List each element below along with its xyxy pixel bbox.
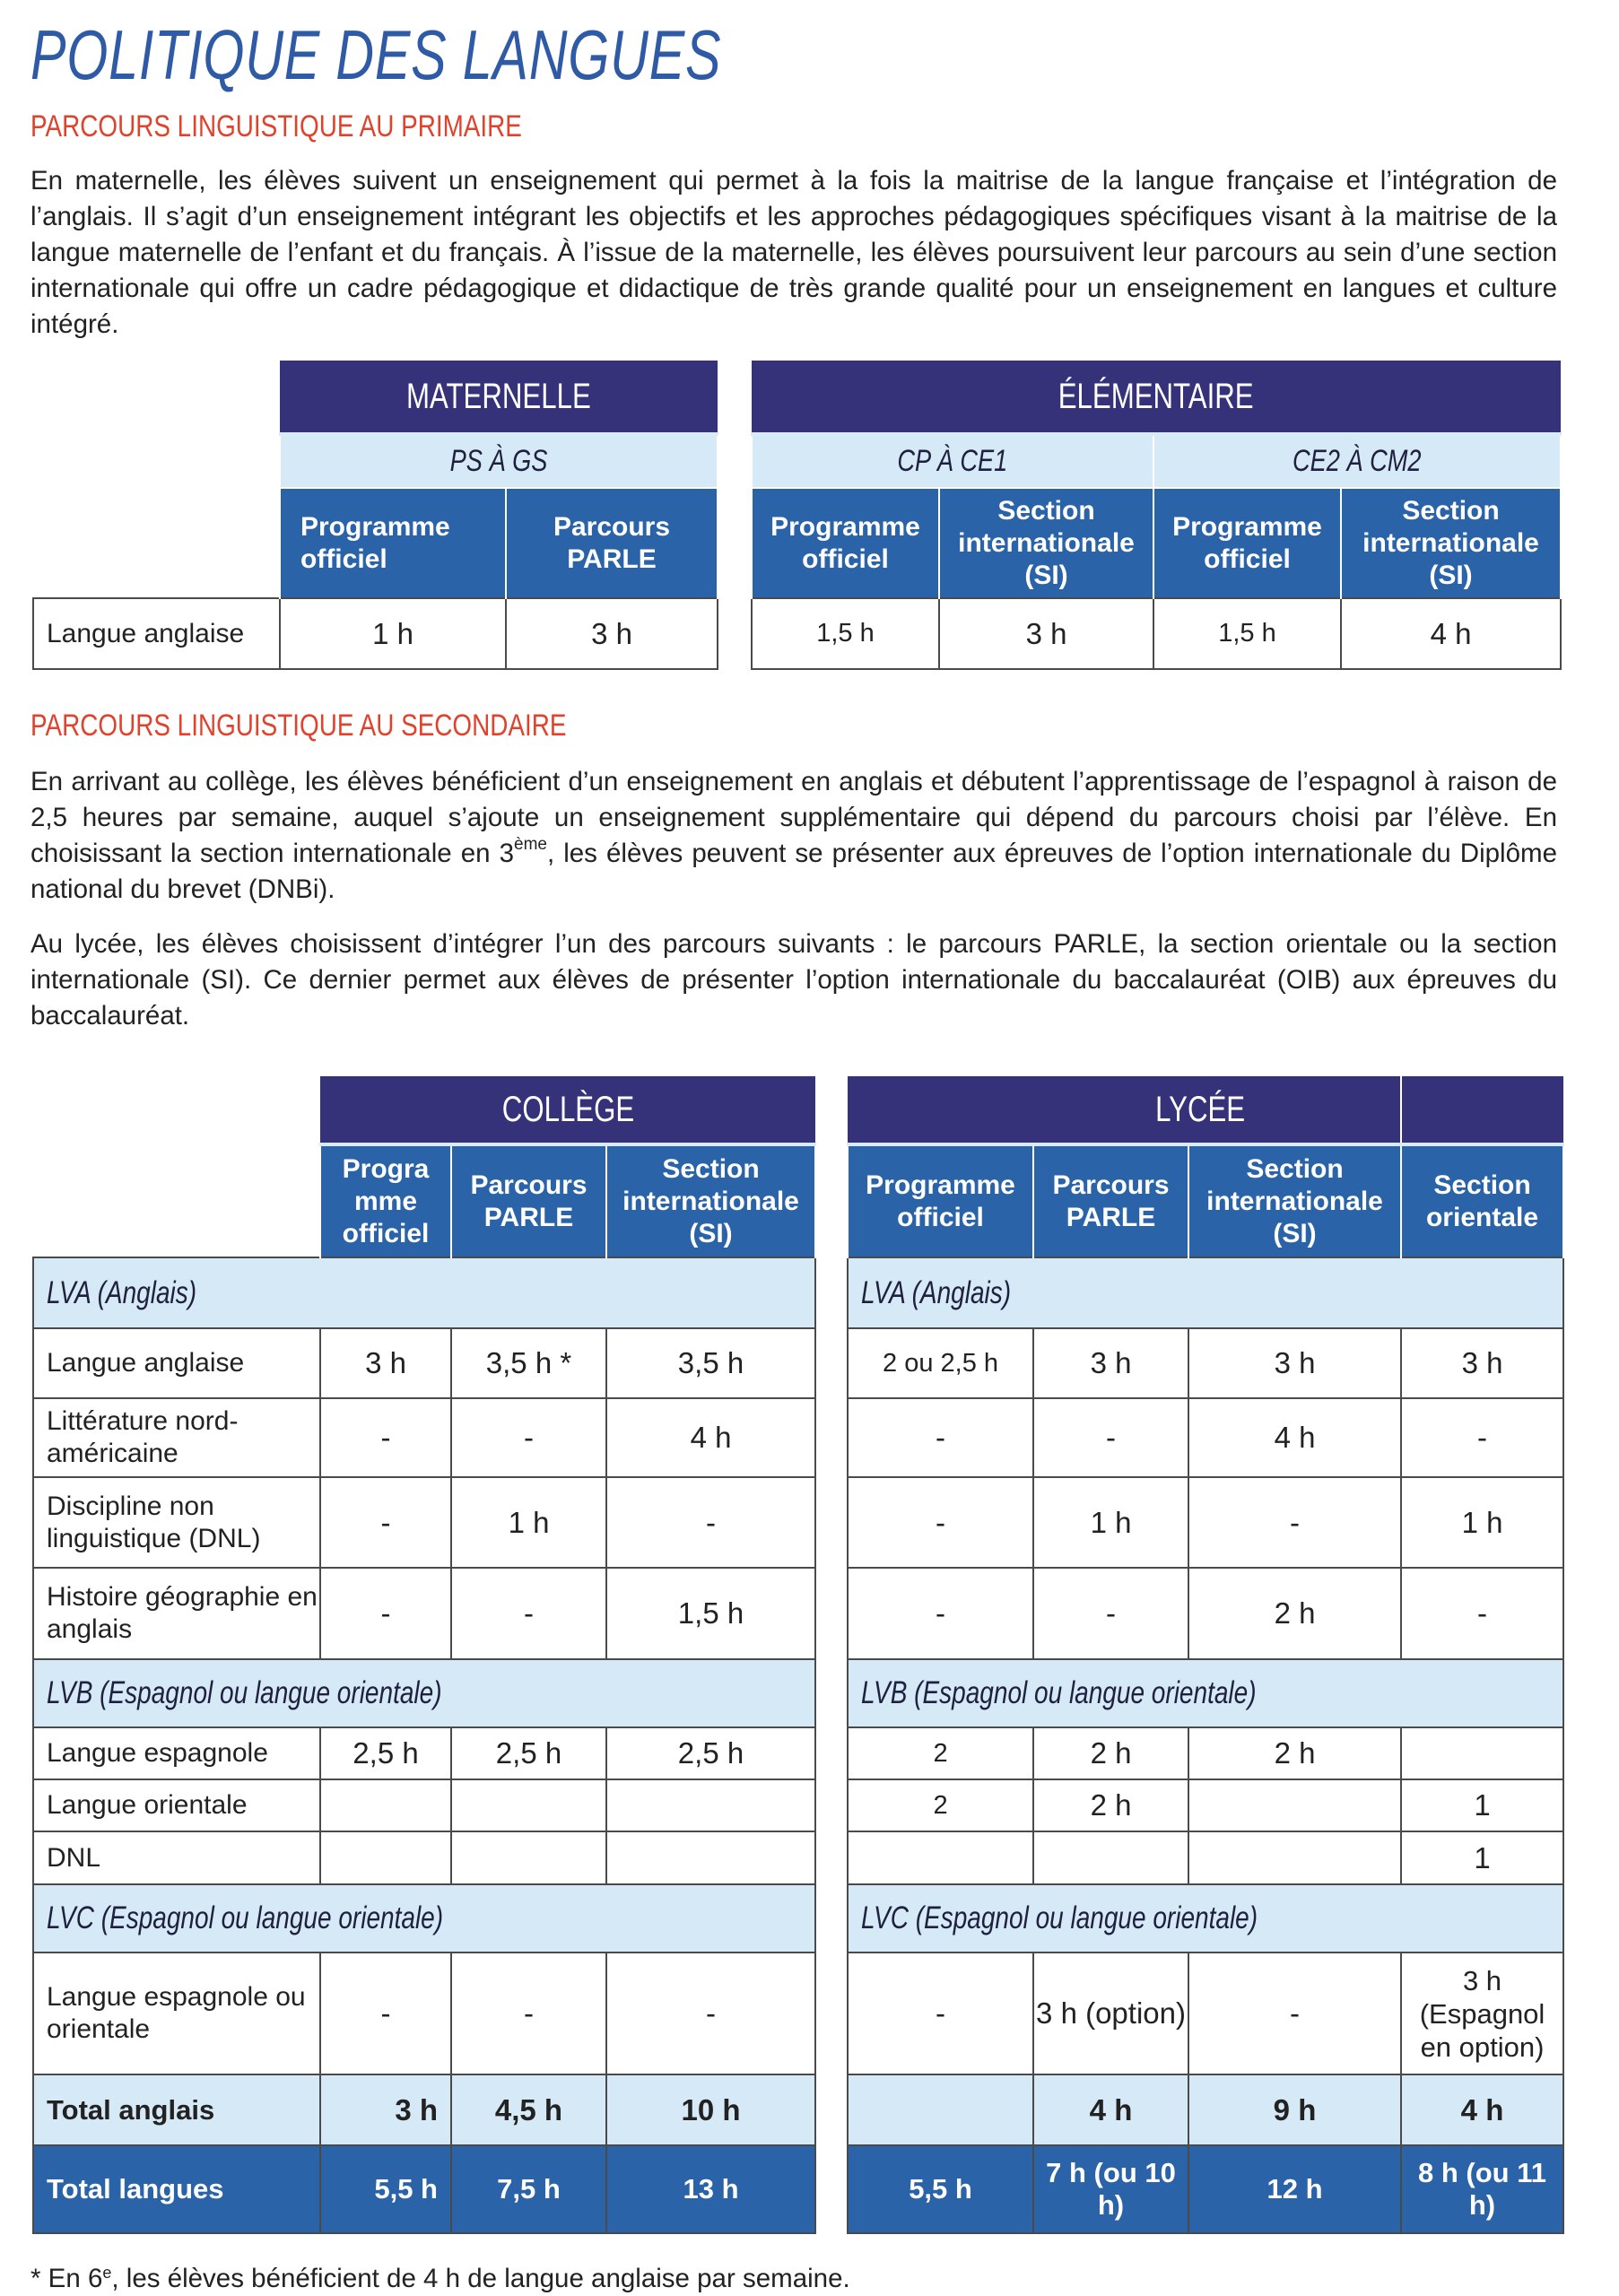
value-cell: -: [451, 1398, 606, 1477]
col-section-internationale: Section internationale (SI): [1341, 488, 1561, 598]
value-cell: 2,5 h: [606, 1727, 815, 1779]
value-cell: -: [848, 1568, 1033, 1659]
value-cell: 3 h: [1188, 1328, 1401, 1398]
value-cell: 4 h: [606, 1398, 815, 1477]
secondary-paragraph-1: En arrivant au collège, les élèves bénéficient d’un enseignement en anglais et débutent l’apprentissage de l’espagnol à raison de 2,5 heures par semaine, auquel s’ajoute un enseignement supplémentaire qui dépend du parcours choisi par l’élève. En choisissant la section internationale en 3ème, les élèves peuvent se présenter aux épreuves de l’option internationale du Diplôme national du brevet (DNBi).: [30, 767, 1557, 904]
col-programme-officiel: Progra mme officiel: [320, 1144, 451, 1257]
value-cell: [451, 1831, 606, 1884]
value-cell: [1401, 1727, 1563, 1779]
row-label: Discipline non linguistique (DNL): [33, 1477, 320, 1568]
lvb-band: LVB (Espagnol ou langue orientale): [848, 1659, 1563, 1727]
col-section-internationale: Section internationale (SI): [606, 1144, 815, 1257]
value-cell: 1 h: [280, 598, 506, 669]
value-cell: 4 h: [1188, 1398, 1401, 1477]
total-value: 4,5 h: [451, 2074, 606, 2145]
value-cell: -: [1401, 1398, 1563, 1477]
total-langues-label: Total langues: [33, 2145, 320, 2233]
value-cell: 1,5 h: [606, 1568, 815, 1659]
value-cell: -: [1188, 1952, 1401, 2074]
row-label-langue-anglaise: Langue anglaise: [33, 598, 280, 669]
value-cell: [451, 1779, 606, 1831]
value-cell: -: [848, 1398, 1033, 1477]
value-cell: -: [848, 1952, 1033, 2074]
lva-band: LVA (Anglais): [33, 1257, 815, 1328]
row-label: Langue espagnole: [33, 1727, 320, 1779]
value-cell: 1,5 h: [752, 598, 939, 669]
value-cell: 1: [1401, 1779, 1563, 1831]
value-cell: [606, 1779, 815, 1831]
value-cell: 3 h (option): [1033, 1952, 1188, 2074]
value-cell: -: [1033, 1398, 1188, 1477]
value-cell: 3,5 h: [606, 1328, 815, 1398]
value-cell: -: [320, 1398, 451, 1477]
value-cell: -: [848, 1477, 1033, 1568]
value-cell: 1 h: [451, 1477, 606, 1568]
total-value: 12 h: [1188, 2145, 1401, 2233]
value-cell: [1188, 1831, 1401, 1884]
maternelle-header: MATERNELLE: [280, 361, 718, 434]
value-cell: [320, 1831, 451, 1884]
col-parcours-parle: Parcours PARLE: [506, 488, 718, 598]
primary-paragraph: En maternelle, les élèves suivent un enseignement qui permet à la fois la maitrise de la langue française et l’intégration de l’anglais. Il s’agit d’un enseignement intégrant les objectifs et les approches pédagogiques spécifiques visant à la maitrise de la langue maternelle de l’enfant et du français. À l’issue de la maternelle, les élèves poursuivent leur parcours au sein d’une section internationale qui offre un cadre pédagogique et didactique de très grande qualité pour un enseignement en langues et culture intégré.: [30, 166, 1557, 339]
value-cell: 2,5 h: [320, 1727, 451, 1779]
value-cell: 1: [1401, 1831, 1563, 1884]
value-cell: -: [320, 1568, 451, 1659]
value-cell: 2 h: [1188, 1568, 1401, 1659]
total-value: 8 h (ou 11 h): [1401, 2145, 1563, 2233]
col-parcours-parle: Parcours PARLE: [1033, 1144, 1188, 1257]
total-value: 5,5 h: [320, 2145, 451, 2233]
primary-section-heading: PARCOURS LINGUISTIQUE AU PRIMAIRE: [30, 109, 522, 144]
total-value: 4 h: [1033, 2074, 1188, 2145]
ps-gs-header: PS À GS: [280, 434, 718, 488]
total-value: 5,5 h: [848, 2145, 1033, 2233]
lvc-band: LVC (Espagnol ou langue orientale): [33, 1884, 815, 1952]
secondary-languages-table: [32, 1076, 1564, 2234]
total-value: 13 h: [606, 2145, 815, 2233]
total-value: 10 h: [606, 2074, 815, 2145]
col-programme-officiel: Programme officiel: [280, 488, 506, 598]
value-cell: 2,5 h: [451, 1727, 606, 1779]
value-cell: -: [451, 1952, 606, 2074]
page-title: POLITIQUE DES LANGUES: [30, 15, 722, 94]
cp-ce1-header: CP À CE1: [752, 434, 1153, 488]
value-cell: 2: [848, 1727, 1033, 1779]
row-label: Langue anglaise: [33, 1328, 320, 1398]
row-label: Histoire géographie en anglais: [33, 1568, 320, 1659]
value-cell: 3 h: [1401, 1328, 1563, 1398]
value-cell: 3 h: [506, 598, 718, 669]
lycee-header: LYCÉE: [848, 1076, 1401, 1144]
value-cell: [848, 1831, 1033, 1884]
total-value: 4 h: [1401, 2074, 1563, 2145]
row-label: DNL: [33, 1831, 320, 1884]
total-value: 7 h (ou 10 h): [1033, 2145, 1188, 2233]
value-cell: 2 h: [1033, 1779, 1188, 1831]
total-value: 3 h: [320, 2074, 451, 2145]
value-cell: 2 h: [1188, 1727, 1401, 1779]
total-anglais-label: Total anglais: [33, 2074, 320, 2145]
value-cell: 4 h: [1341, 598, 1561, 669]
value-cell: [606, 1831, 815, 1884]
value-cell: -: [320, 1477, 451, 1568]
col-section-internationale: Section internationale (SI): [939, 488, 1153, 598]
col-section-orientale: Section orientale: [1401, 1144, 1563, 1257]
value-cell: 1,5 h: [1153, 598, 1341, 669]
lva-band: LVA (Anglais): [848, 1257, 1563, 1328]
col-programme-officiel: Programme officiel: [752, 488, 939, 598]
value-cell: [1188, 1779, 1401, 1831]
col-section-internationale: Section internationale (SI): [1188, 1144, 1401, 1257]
value-cell: 3 h: [1033, 1328, 1188, 1398]
value-cell: 2 ou 2,5 h: [848, 1328, 1033, 1398]
value-cell: -: [1033, 1568, 1188, 1659]
ce2-cm2-header: CE2 À CM2: [1153, 434, 1561, 488]
value-cell: -: [451, 1568, 606, 1659]
value-cell: 2: [848, 1779, 1033, 1831]
col-programme-officiel: Programme officiel: [1153, 488, 1341, 598]
value-cell: [1033, 1831, 1188, 1884]
value-cell: [320, 1779, 451, 1831]
value-cell: 2 h: [1033, 1727, 1188, 1779]
total-value: 7,5 h: [451, 2145, 606, 2233]
col-programme-officiel: Programme officiel: [848, 1144, 1033, 1257]
row-label: Littérature nord-américaine: [33, 1398, 320, 1477]
total-value: 9 h: [1188, 2074, 1401, 2145]
college-header: COLLÈGE: [320, 1076, 815, 1144]
value-cell: 1 h: [1033, 1477, 1188, 1568]
lvb-band: LVB (Espagnol ou langue orientale): [33, 1659, 815, 1727]
lvc-band: LVC (Espagnol ou langue orientale): [848, 1884, 1563, 1952]
value-cell: 3 h (Espagnol en option): [1401, 1952, 1563, 2074]
value-cell: 3 h: [939, 598, 1153, 669]
footnote: * En 6e, les élèves bénéficient de 4 h de langue anglaise par semaine.: [30, 2264, 850, 2293]
value-cell: 3 h: [320, 1328, 451, 1398]
value-cell: 1 h: [1401, 1477, 1563, 1568]
value-cell: -: [606, 1952, 815, 2074]
col-parcours-parle: Parcours PARLE: [451, 1144, 606, 1257]
value-cell: -: [320, 1952, 451, 2074]
secondary-section-heading: PARCOURS LINGUISTIQUE AU SECONDAIRE: [30, 709, 567, 743]
primary-languages-table: [32, 361, 1562, 670]
value-cell: -: [1188, 1477, 1401, 1568]
value-cell: -: [606, 1477, 815, 1568]
secondary-paragraph-2: Au lycée, les élèves choisissent d’intégrer l’un des parcours suivants : le parcours PARLE, la section orientale ou la section internationale (SI). Ce dernier permet aux élèves de présenter l’option internationale du baccalauréat (OIB) aux épreuves du baccalauréat.: [30, 929, 1557, 1031]
total-value: [848, 2074, 1033, 2145]
value-cell: 3,5 h *: [451, 1328, 606, 1398]
value-cell: -: [1401, 1568, 1563, 1659]
elementaire-header: ÉLÉMENTAIRE: [752, 361, 1561, 434]
row-label: Langue espagnole ou orientale: [33, 1952, 320, 2074]
row-label: Langue orientale: [33, 1779, 320, 1831]
